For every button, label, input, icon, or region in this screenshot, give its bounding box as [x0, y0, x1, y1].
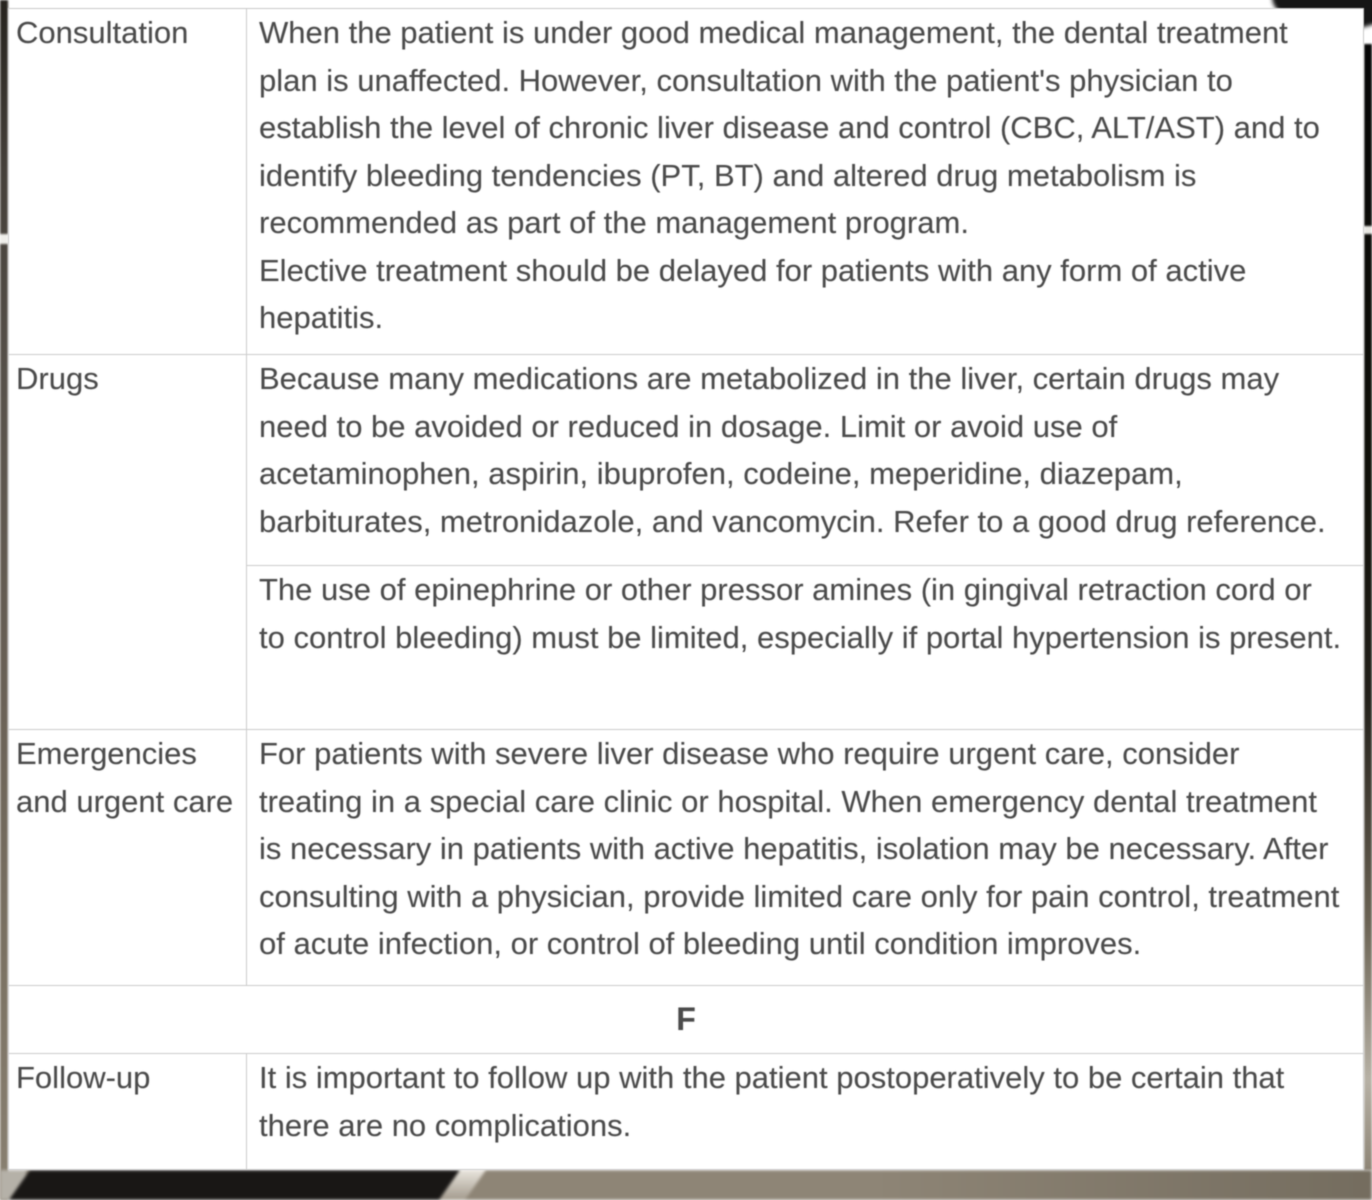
photo-background-left-edge [0, 0, 8, 1200]
consultation-paragraph-2: Elective treatment should be delayed for patients with any form of active hepatitis. [259, 252, 1247, 335]
table-row-follow-up [9, 1053, 1363, 1169]
consultation-cell [247, 9, 1363, 354]
desk-shading [872, 1170, 1372, 1200]
row-label-emergencies: Emergencies and urgent care [9, 730, 247, 985]
photo-background-right-edge [1364, 44, 1372, 1170]
consultation-paragraph-1: When the patient is under good medical management, the dental treatment plan is unaffected. However, consultation with the patient's physician to establish the level of chronic liver disease and control (CBC, ALT/AST) and to identify bleeding tendencies (PT, BT) and altered drug metabolism is recommended as part of the management program. [259, 15, 1320, 240]
row-label-drugs: Drugs [9, 355, 247, 729]
drugs-subcell-medications [247, 355, 1363, 565]
follow-up-cell [247, 1054, 1363, 1169]
emergencies-cell [247, 730, 1363, 985]
row-label-consultation: Consultation [9, 9, 247, 354]
photo-background-desk [0, 1170, 1372, 1200]
drugs-cell [247, 355, 1363, 729]
table-row-section-f [9, 985, 1363, 1053]
table-row-drugs [9, 354, 1363, 729]
emergencies-paragraph: For patients with severe liver disease who require urgent care, consider treating in a special care clinic or hospital. When emergency dental treatment is necessary in patients with active hepatitis, isolation may be necessary. After consulting with a physician, provide limited care only for pain control, treatment of acute infection, or control of bleeding until condition improves. [259, 736, 1340, 961]
left-edge-notch [0, 234, 8, 244]
drugs-paragraph-2: The use of epinephrine or other pressor amines (in gingival retraction cord or to control bleeding) must be limited, especially if portal hypertension is present. [259, 572, 1342, 655]
desk-dark-object [6, 1170, 470, 1200]
section-header-f: F [676, 1001, 696, 1037]
table-row-emergencies [9, 729, 1363, 985]
dental-management-table [8, 8, 1364, 1170]
drugs-subcell-epinephrine [247, 565, 1363, 729]
follow-up-paragraph: It is important to follow up with the patient postoperatively to be certain that there are no complications. [259, 1060, 1285, 1143]
right-edge-notch [1364, 226, 1372, 234]
row-label-follow-up: Follow-up [9, 1054, 247, 1169]
drugs-paragraph-1: Because many medications are metabolized in the liver, certain drugs may need to be avoided or reduced in dosage. Limit or avoid use of acetaminophen, aspirin, ibuprofen, codeine, meperidine, diazepam, barbiturates, metronidazole, and vancomycin. Refer to a good drug reference. [259, 361, 1326, 539]
table-row-consultation [9, 9, 1363, 354]
